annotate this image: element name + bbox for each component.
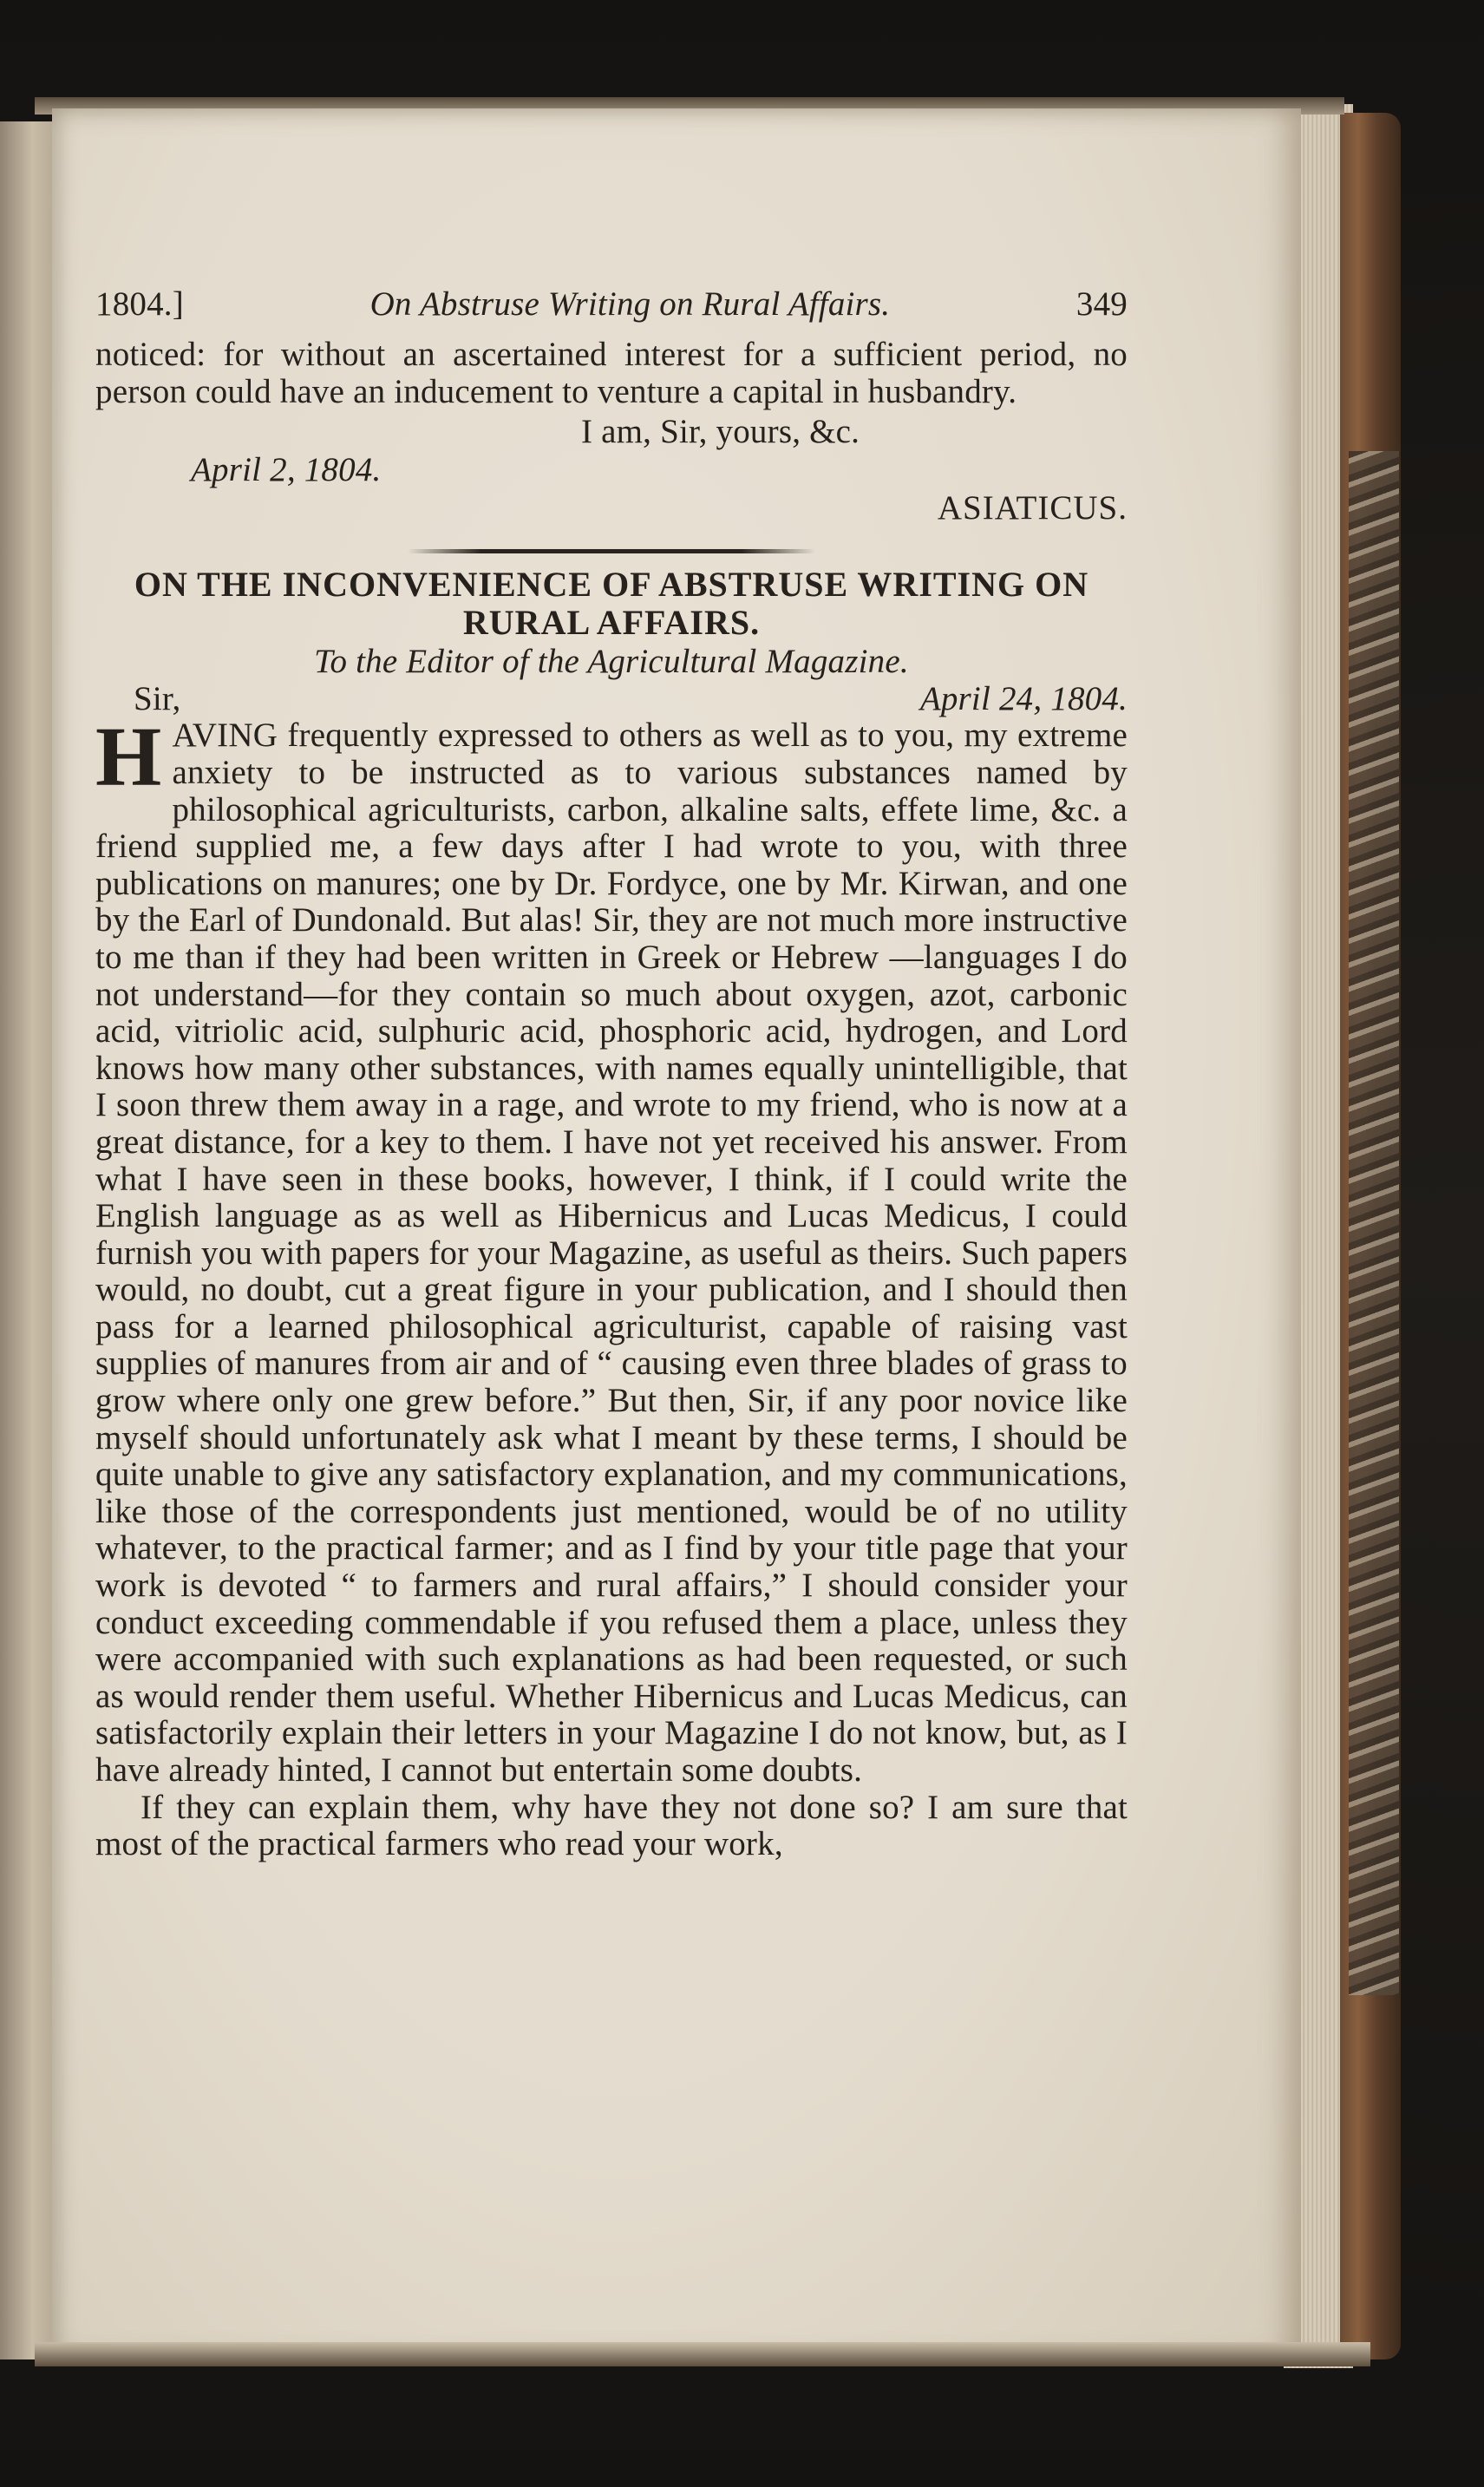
- article-paragraph-1: [95, 710, 1128, 1789]
- previous-letter-closing: noticed: for without an ascertained interest for a sufficient period, no person could have an inducement to venture a capital in husbandry.: [95, 336, 1128, 410]
- paragraph-1-text: AVING frequently expressed to others as well as to you, my extreme anxiety to be instructed as to various substances named by philosophical agriculturists, carbon, alkaline salts, effete lime, &c. a friend supplied me, a few days after I had wrote to you, with three publications on manures; one by Dr. Fordyce, one by Mr. Kirwan, and one by the Earl of Dundonald. But alas! Sir, they are not much more instructive to me than if they had been written in Greek or Hebrew —languages I do not understand—for they contain so much about oxygen, azot, carbonic acid, vitriolic acid, sulphuric acid, phosphoric acid, hydrogen, and Lord knows how many other substances, with names equally unintelligible, that I soon threw them away in a rage, and wrote to my friend, who is now at a great distance, for a key to them. I have not yet received his answer. From what I have seen in these books, however, I think, if I could write the English language as as well as Hibernicus and Lucas Medicus, I could furnish you with papers for your Magazine, as useful as theirs. Such papers would, no doubt, cut a great figure in your publication, and I should then pass for a learned philosophical agriculturist, capable of raising vast supplies of manures from air and of “ causing even three blades of grass to grow where only one grew before.” But then, Sir, if any poor novice like myself should unfortunately ask what I meant by these terms, I should be quite unable to give any satisfactory explanation, and my communications, like those of the correspondents just mentioned, would be of no utility whatever, to the practical farmer; and as I find by your title page that your work is devoted “ to farmers and rural affairs,” I should consider your conduct exceeding commendable if you refused them a place, unless they were accompanied with such explanations as had been requested, or such as would render them useful. Whether Hibernicus and Lucas Medicus, can satisfactorily explain their letters in your Magazine I do not know, but, as I have already hinted, I cannot but entertain some doubts.: [95, 717, 1128, 1789]
- letter-date: April 2, 1804.: [191, 451, 382, 489]
- running-head-year: 1804.]: [95, 285, 184, 323]
- drop-cap: H: [95, 710, 162, 805]
- article-dateline: April 24, 1804.: [919, 679, 1128, 717]
- running-head: [95, 286, 1128, 337]
- page-number: 349: [1075, 285, 1128, 323]
- section-divider: [408, 549, 815, 553]
- marbled-endpaper: [1349, 451, 1399, 1995]
- facing-page-edge: [0, 121, 54, 2359]
- signature: ASIATICUS.: [937, 489, 1128, 527]
- salutation: Sir,: [134, 679, 181, 717]
- previous-letter-signoff: [95, 410, 1128, 540]
- valediction: I am, Sir, yours, &c.: [581, 413, 860, 451]
- salutation-row: [95, 681, 1128, 718]
- article-paragraph-2: If they can explain them, why have they not done so? I am sure that most of the practical farmers who read your work,: [95, 1788, 1128, 1863]
- article-addressee: To the Editor of the Agricultural Magazine.: [314, 643, 909, 681]
- running-head-title: On Abstruse Writing on Rural Affairs.: [369, 285, 891, 323]
- article-title: ON THE INCONVENIENCE OF ABSTRUSE WRITING ON RURAL AFFAIRS.: [134, 565, 1089, 643]
- page-content: [95, 286, 1128, 1863]
- page-bottom-shadow: [35, 2342, 1370, 2366]
